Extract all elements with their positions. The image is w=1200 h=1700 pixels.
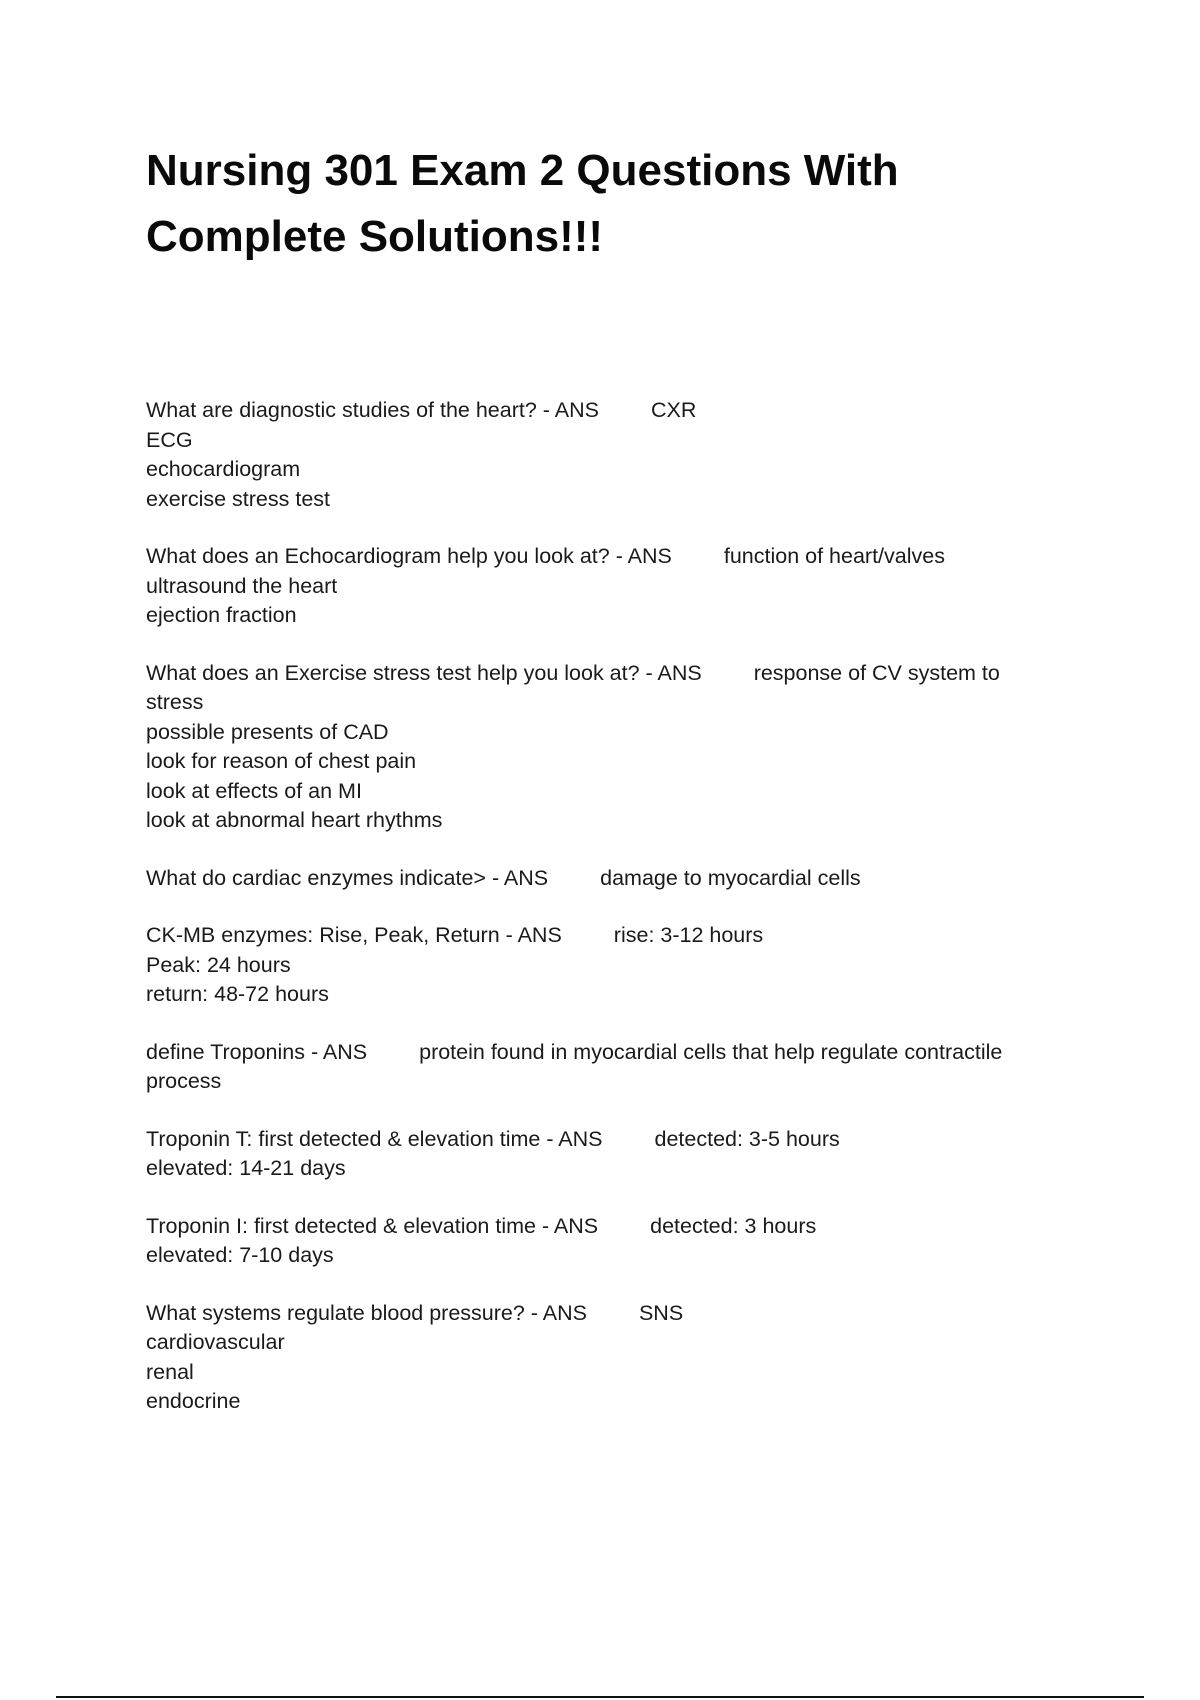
qa-answer: protein found in myocardial cells that help regulate contractile process <box>146 1039 1009 1093</box>
qa-answer-line: cardiovascular <box>146 1330 285 1354</box>
qa-first-line <box>146 1299 1046 1329</box>
qa-first-line <box>146 1125 1046 1155</box>
qa-question: What do cardiac enzymes indicate> - ANS <box>146 865 549 890</box>
qa-item <box>146 864 1046 894</box>
qa-question: Troponin T: first detected & elevation time - ANS <box>146 1126 603 1151</box>
qa-answer: detected: 3-5 hours <box>654 1126 840 1151</box>
qa-item <box>146 1299 1046 1417</box>
qa-answer-line: possible presents of CAD <box>146 719 389 744</box>
qa-answer-line: exercise stress test <box>146 486 330 511</box>
qa-answer-line: renal <box>146 1359 194 1384</box>
qa-item <box>146 1125 1046 1184</box>
qa-answer: damage to myocardial cells <box>600 865 861 890</box>
qa-first-line <box>146 1212 1046 1242</box>
qa-list <box>146 396 1046 1445</box>
document-title: Nursing 301 Exam 2 Questions With Complete Solutions!!! <box>146 146 899 261</box>
qa-answer-line: endocrine <box>146 1389 241 1413</box>
qa-answer-line: ejection fraction <box>146 603 297 627</box>
qa-question: What are diagnostic studies of the heart? - ANS <box>146 398 599 422</box>
footer-rule <box>56 1696 1144 1698</box>
qa-answer-line: ultrasound the heart <box>146 573 338 598</box>
qa-item <box>146 1038 1046 1097</box>
qa-question: What systems regulate blood pressure? - ANS <box>146 1300 587 1325</box>
qa-answer-line: elevated: 7-10 days <box>146 1243 334 1267</box>
qa-answer-line: Peak: 24 hours <box>146 952 291 977</box>
qa-first-line <box>146 921 1046 951</box>
qa-first-line <box>146 396 1046 426</box>
qa-answer-line: look at abnormal heart rhythms <box>146 808 443 832</box>
qa-answer: function of heart/valves <box>723 544 945 568</box>
qa-answer-line: look for reason of chest pain <box>146 749 417 773</box>
qa-question: What does an Echocardiogram help you look at? - ANS <box>146 544 672 568</box>
qa-answer: response of CV system to stress <box>146 660 1006 714</box>
qa-first-line <box>146 659 1046 718</box>
qa-question: define Troponins - ANS <box>146 1039 368 1064</box>
qa-first-line <box>146 864 1046 894</box>
qa-answer-line: ECG <box>146 427 193 452</box>
qa-item <box>146 921 1046 1010</box>
qa-answer: rise: 3-12 hours <box>613 923 764 947</box>
qa-question: CK-MB enzymes: Rise, Peak, Return - ANS <box>146 923 562 947</box>
qa-item <box>146 659 1046 836</box>
qa-question: What does an Exercise stress test help you look at? - ANS <box>146 660 702 685</box>
qa-answer-line: elevated: 14-21 days <box>146 1156 346 1180</box>
qa-answer: CXR <box>650 398 697 422</box>
qa-answer-line: look at effects of an MI <box>146 778 362 803</box>
qa-item <box>146 542 1046 631</box>
qa-first-line <box>146 542 1046 572</box>
qa-answer: SNS <box>638 1300 684 1325</box>
qa-answer: detected: 3 hours <box>650 1213 817 1238</box>
qa-first-line <box>146 1038 1046 1097</box>
qa-question: Troponin I: first detected & elevation time - ANS <box>146 1213 599 1238</box>
qa-answer-line: return: 48-72 hours <box>146 982 329 1006</box>
qa-item <box>146 396 1046 514</box>
qa-item <box>146 1212 1046 1271</box>
qa-answer-line: echocardiogram <box>146 457 301 481</box>
